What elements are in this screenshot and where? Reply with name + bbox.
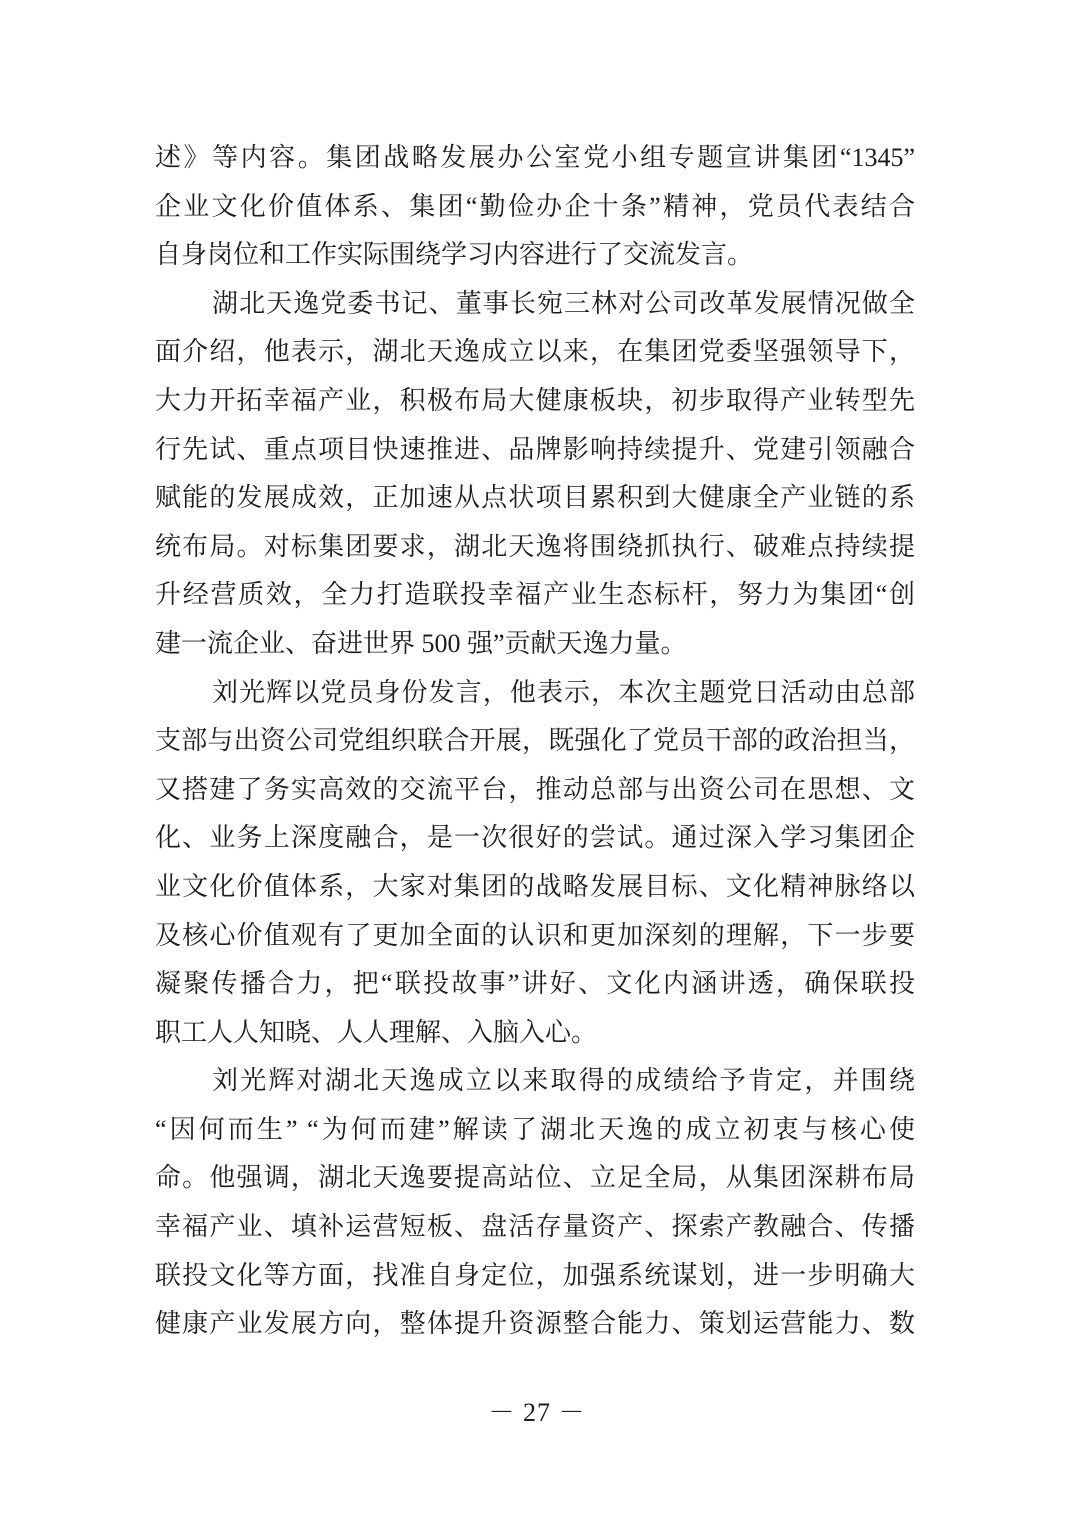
text-line: 建一流企业、奋进世界 500 强”贡献天逸力量。	[155, 628, 687, 658]
text-line: 赋能的发展成效，正加速从点状项目累积到大健康全产业链的系	[155, 483, 915, 513]
text-line: 又搭建了务实高效的交流平台，推动总部与出资公司在思想、文	[155, 774, 915, 804]
document-body	[155, 134, 915, 1349]
text-line: 刘光辉对湖北天逸成立以来取得的成绩给予肯定，并围绕	[212, 1066, 915, 1096]
text-line: 职工人人知晓、人人理解、入脑入心。	[155, 1017, 598, 1047]
text-line: 湖北天逸党委书记、董事长宛三林对公司改革发展情况做全	[212, 288, 915, 318]
paragraph	[155, 669, 915, 1058]
text-line: 统布局。对标集团要求，湖北天逸将围绕抓执行、破难点持续提	[155, 531, 915, 561]
text-line: 面介绍，他表示，湖北天逸成立以来，在集团党委坚强领导下，	[155, 337, 915, 367]
text-line: 化、业务上深度融合，是一次很好的尝试。通过深入学习集团企	[155, 823, 915, 853]
text-line: 命。他强调，湖北天逸要提高站位、立足全局，从集团深耕布局	[155, 1163, 915, 1193]
text-line: 行先试、重点项目快速推进、品牌影响持续提升、党建引领融合	[155, 434, 915, 464]
text-line: 述》等内容。集团战略发展办公室党小组专题宣讲集团“1345”	[155, 143, 915, 172]
text-line: 自身岗位和工作实际围绕学习内容进行了交流发言。	[155, 240, 754, 270]
paragraph	[155, 134, 915, 280]
text-line: “因何而生” “为何而建”解读了湖北天逸的成立初衷与核心使	[155, 1114, 915, 1144]
paragraph	[155, 1057, 915, 1349]
text-line: 业文化价值体系，大家对集团的战略发展目标、文化精神脉络以	[155, 871, 915, 901]
text-line: 联投文化等方面，找准自身定位，加强系统谋划，进一步明确大	[155, 1260, 915, 1290]
text-line: 企业文化价值体系、集团“勤俭办企十条”精神，党员代表结合	[155, 191, 915, 221]
text-line: 幸福产业、填补运营短板、盘活存量资产、探索产教融合、传播	[155, 1212, 915, 1242]
text-line: 健康产业发展方向，整体提升资源整合能力、策划运营能力、数	[155, 1309, 915, 1339]
paragraph	[155, 280, 915, 669]
text-line: 支部与出资公司党组织联合开展，既强化了党员干部的政治担当，	[155, 726, 915, 756]
text-line: 凝聚传播合力，把“联投故事”讲好、文化内涵讲透，确保联投	[155, 969, 915, 999]
page-number: － 27 －	[488, 1398, 586, 1427]
text-line: 升经营质效，全力打造联投幸福产业生态标杆，努力为集团“创	[155, 580, 915, 610]
text-line: 大力开拓幸福产业，积极布局大健康板块，初步取得产业转型先	[155, 385, 915, 415]
text-line: 刘光辉以党员身份发言，他表示，本次主题党日活动由总部	[212, 677, 915, 707]
text-line: 及核心价值观有了更加全面的认识和更加深刻的理解，下一步要	[155, 920, 915, 950]
